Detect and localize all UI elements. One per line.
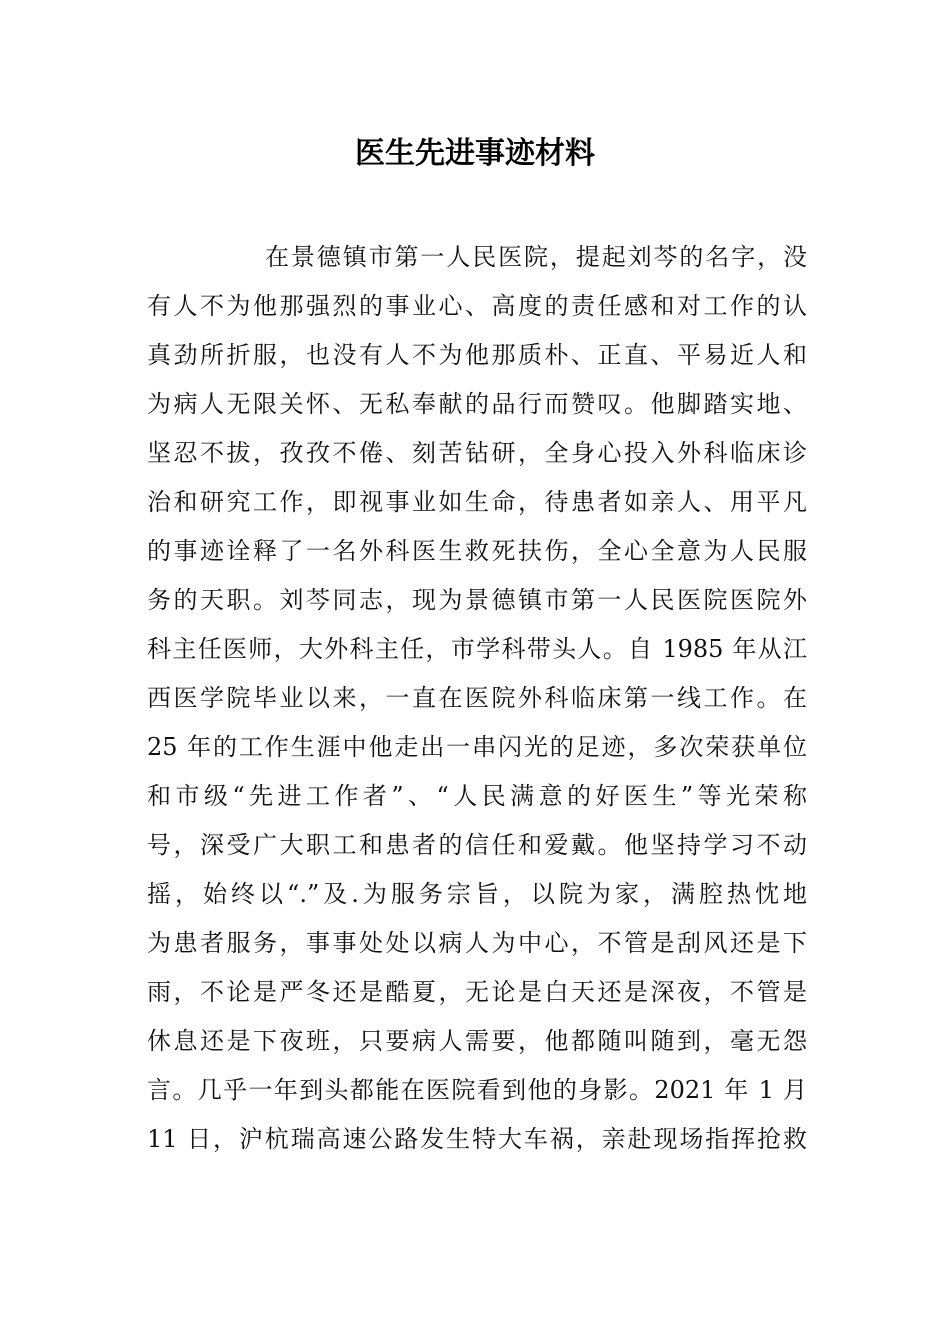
- body-line: 真劲所折服，也没有人不为他那质朴、正直、平易近人和: [147, 341, 807, 369]
- body-line: 坚忍不拔，孜孜不倦、刻苦钻研，全身心投入外科临床诊: [147, 439, 807, 467]
- body-line: 科主任医师，大外科主任，市学科带头人。自 1985 年从江: [147, 635, 807, 663]
- body-line: 休息还是下夜班，只要病人需要，他都随叫随到，毫无怨: [147, 1027, 807, 1055]
- body-line: 为患者服务，事事处处以病人为中心，不管是刮风还是下: [147, 929, 807, 957]
- body-line: 雨，不论是严冬还是酷夏，无论是白天还是深夜，不管是: [147, 978, 807, 1006]
- body-line: 务的天职。刘芩同志，现为景德镇市第一人民医院医院外: [147, 586, 807, 614]
- body-line: 有人不为他那强烈的事业心、高度的责任感和对工作的认: [147, 292, 807, 320]
- body-line: 11 日，沪杭瑞高速公路发生特大车祸，亲赴现场指挥抢救: [147, 1125, 807, 1153]
- body-line: 和市级“先进工作者”、“人民满意的好医生”等光荣称: [147, 782, 807, 810]
- body-line: 治和研究工作，即视事业如生命，待患者如亲人、用平凡: [147, 488, 807, 516]
- body-line: 在景德镇市第一人民医院，提起刘芩的名字，没: [265, 243, 807, 271]
- body-line: 摇，始终以“.”及.为服务宗旨，以院为家，满腔热忱地: [147, 880, 807, 908]
- body-line: 西医学院毕业以来，一直在医院外科临床第一线工作。在: [147, 684, 807, 712]
- body-line: 的事迹诠释了一名外科医生救死扶伤，全心全意为人民服: [147, 537, 807, 565]
- document-title: 医生先进事迹材料: [355, 136, 595, 171]
- body-line: 言。几乎一年到头都能在医院看到他的身影。2021 年 1 月: [147, 1076, 807, 1104]
- body-line: 号，深受广大职工和患者的信任和爱戴。他坚持学习不动: [147, 831, 807, 859]
- document-body: [147, 233, 807, 1164]
- body-line: 25 年的工作生涯中他走出一串闪光的足迹，多次荣获单位: [147, 733, 807, 761]
- body-line: 为病人无限关怀、无私奉献的品行而赞叹。他脚踏实地、: [147, 390, 807, 418]
